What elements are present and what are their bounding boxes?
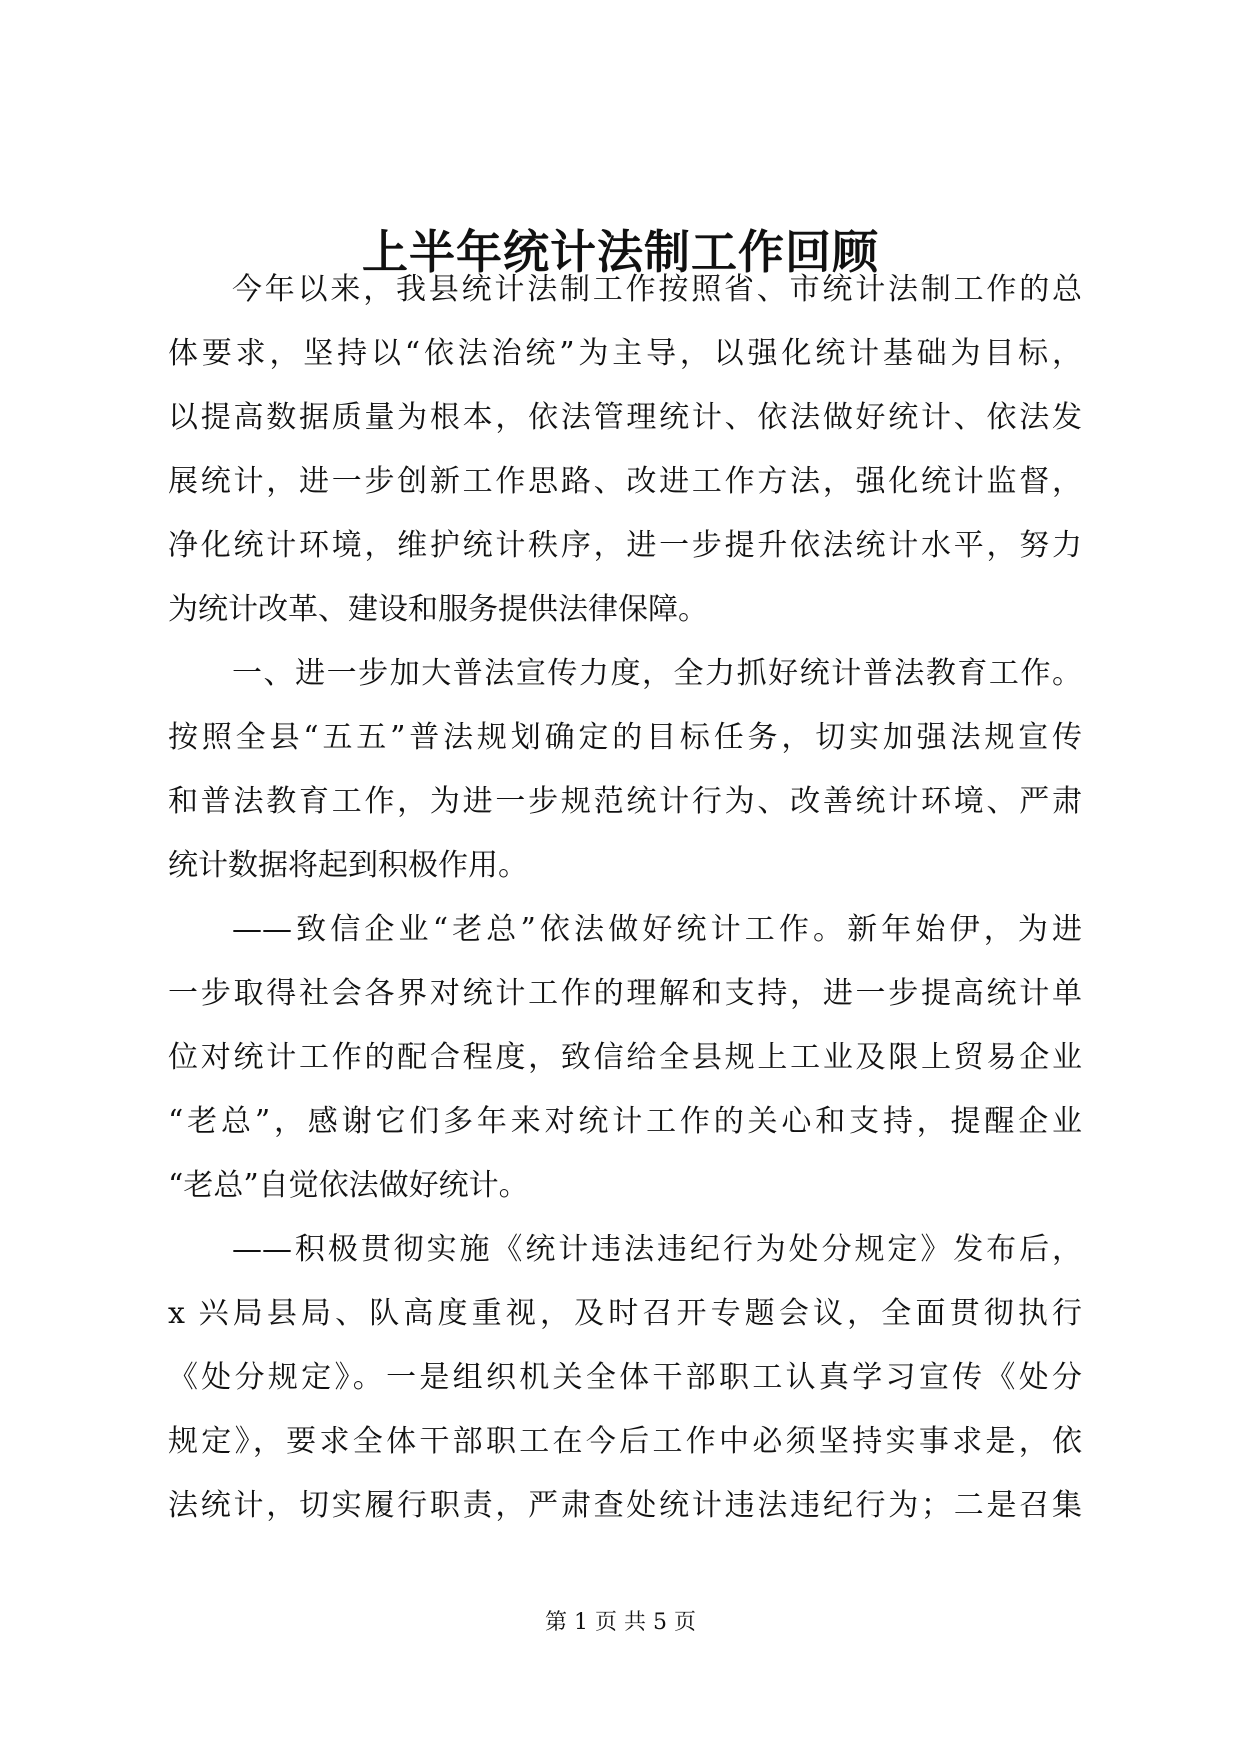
body-line: ——致信企业“老总”依法做好统计工作。新年始伊，为进 xyxy=(232,912,1082,947)
body-line: 为统计改革、建设和服务提供法律保障。 xyxy=(168,592,708,627)
body-line: 法统计，切实履行职责，严肃查处统计违法违纪行为；二是召集 xyxy=(168,1488,1082,1523)
body-line: “老总”自觉依法做好统计。 xyxy=(168,1168,529,1203)
body-line: “老总”，感谢它们多年来对统计工作的关心和支持，提醒企业 xyxy=(168,1104,1082,1139)
body-line: ——积极贯彻实施《统计违法违纪行为处分规定》发布后， xyxy=(232,1232,1082,1267)
body-line: 位对统计工作的配合程度，致信给全县规上工业及限上贸易企业 xyxy=(168,1040,1082,1075)
body-line: 体要求，坚持以“依法治统”为主导，以强化统计基础为目标， xyxy=(168,336,1082,371)
body-line: 统计数据将起到积极作用。 xyxy=(168,848,528,883)
body-line: x 兴局县局、队高度重视，及时召开专题会议，全面贯彻执行 xyxy=(168,1296,1082,1331)
body-line: 和普法教育工作，为进一步规范统计行为、改善统计环境、严肃 xyxy=(168,784,1082,819)
body-line: 一、进一步加大普法宣传力度，全力抓好统计普法教育工作。 xyxy=(232,656,1082,691)
page-number-footer: 第 1 页 共 5 页 xyxy=(545,1610,696,1635)
body-line: 《处分规定》。一是组织机关全体干部职工认真学习宣传《处分 xyxy=(168,1360,1082,1395)
body-line: 以提高数据质量为根本，依法管理统计、依法做好统计、依法发 xyxy=(168,400,1082,435)
body-line: 今年以来，我县统计法制工作按照省、市统计法制工作的总 xyxy=(232,272,1082,307)
document-title: 上半年统计法制工作回顾 xyxy=(362,225,879,279)
body-line: 规定》，要求全体干部职工在今后工作中必须坚持实事求是，依 xyxy=(168,1424,1082,1459)
body-line: 按照全县“五五”普法规划确定的目标任务，切实加强法规宣传 xyxy=(168,720,1082,755)
body-line: 净化统计环境，维护统计秩序，进一步提升依法统计水平，努力 xyxy=(168,528,1082,563)
body-line: 一步取得社会各界对统计工作的理解和支持，进一步提高统计单 xyxy=(168,976,1082,1011)
body-line: 展统计，进一步创新工作思路、改进工作方法，强化统计监督， xyxy=(168,464,1082,499)
